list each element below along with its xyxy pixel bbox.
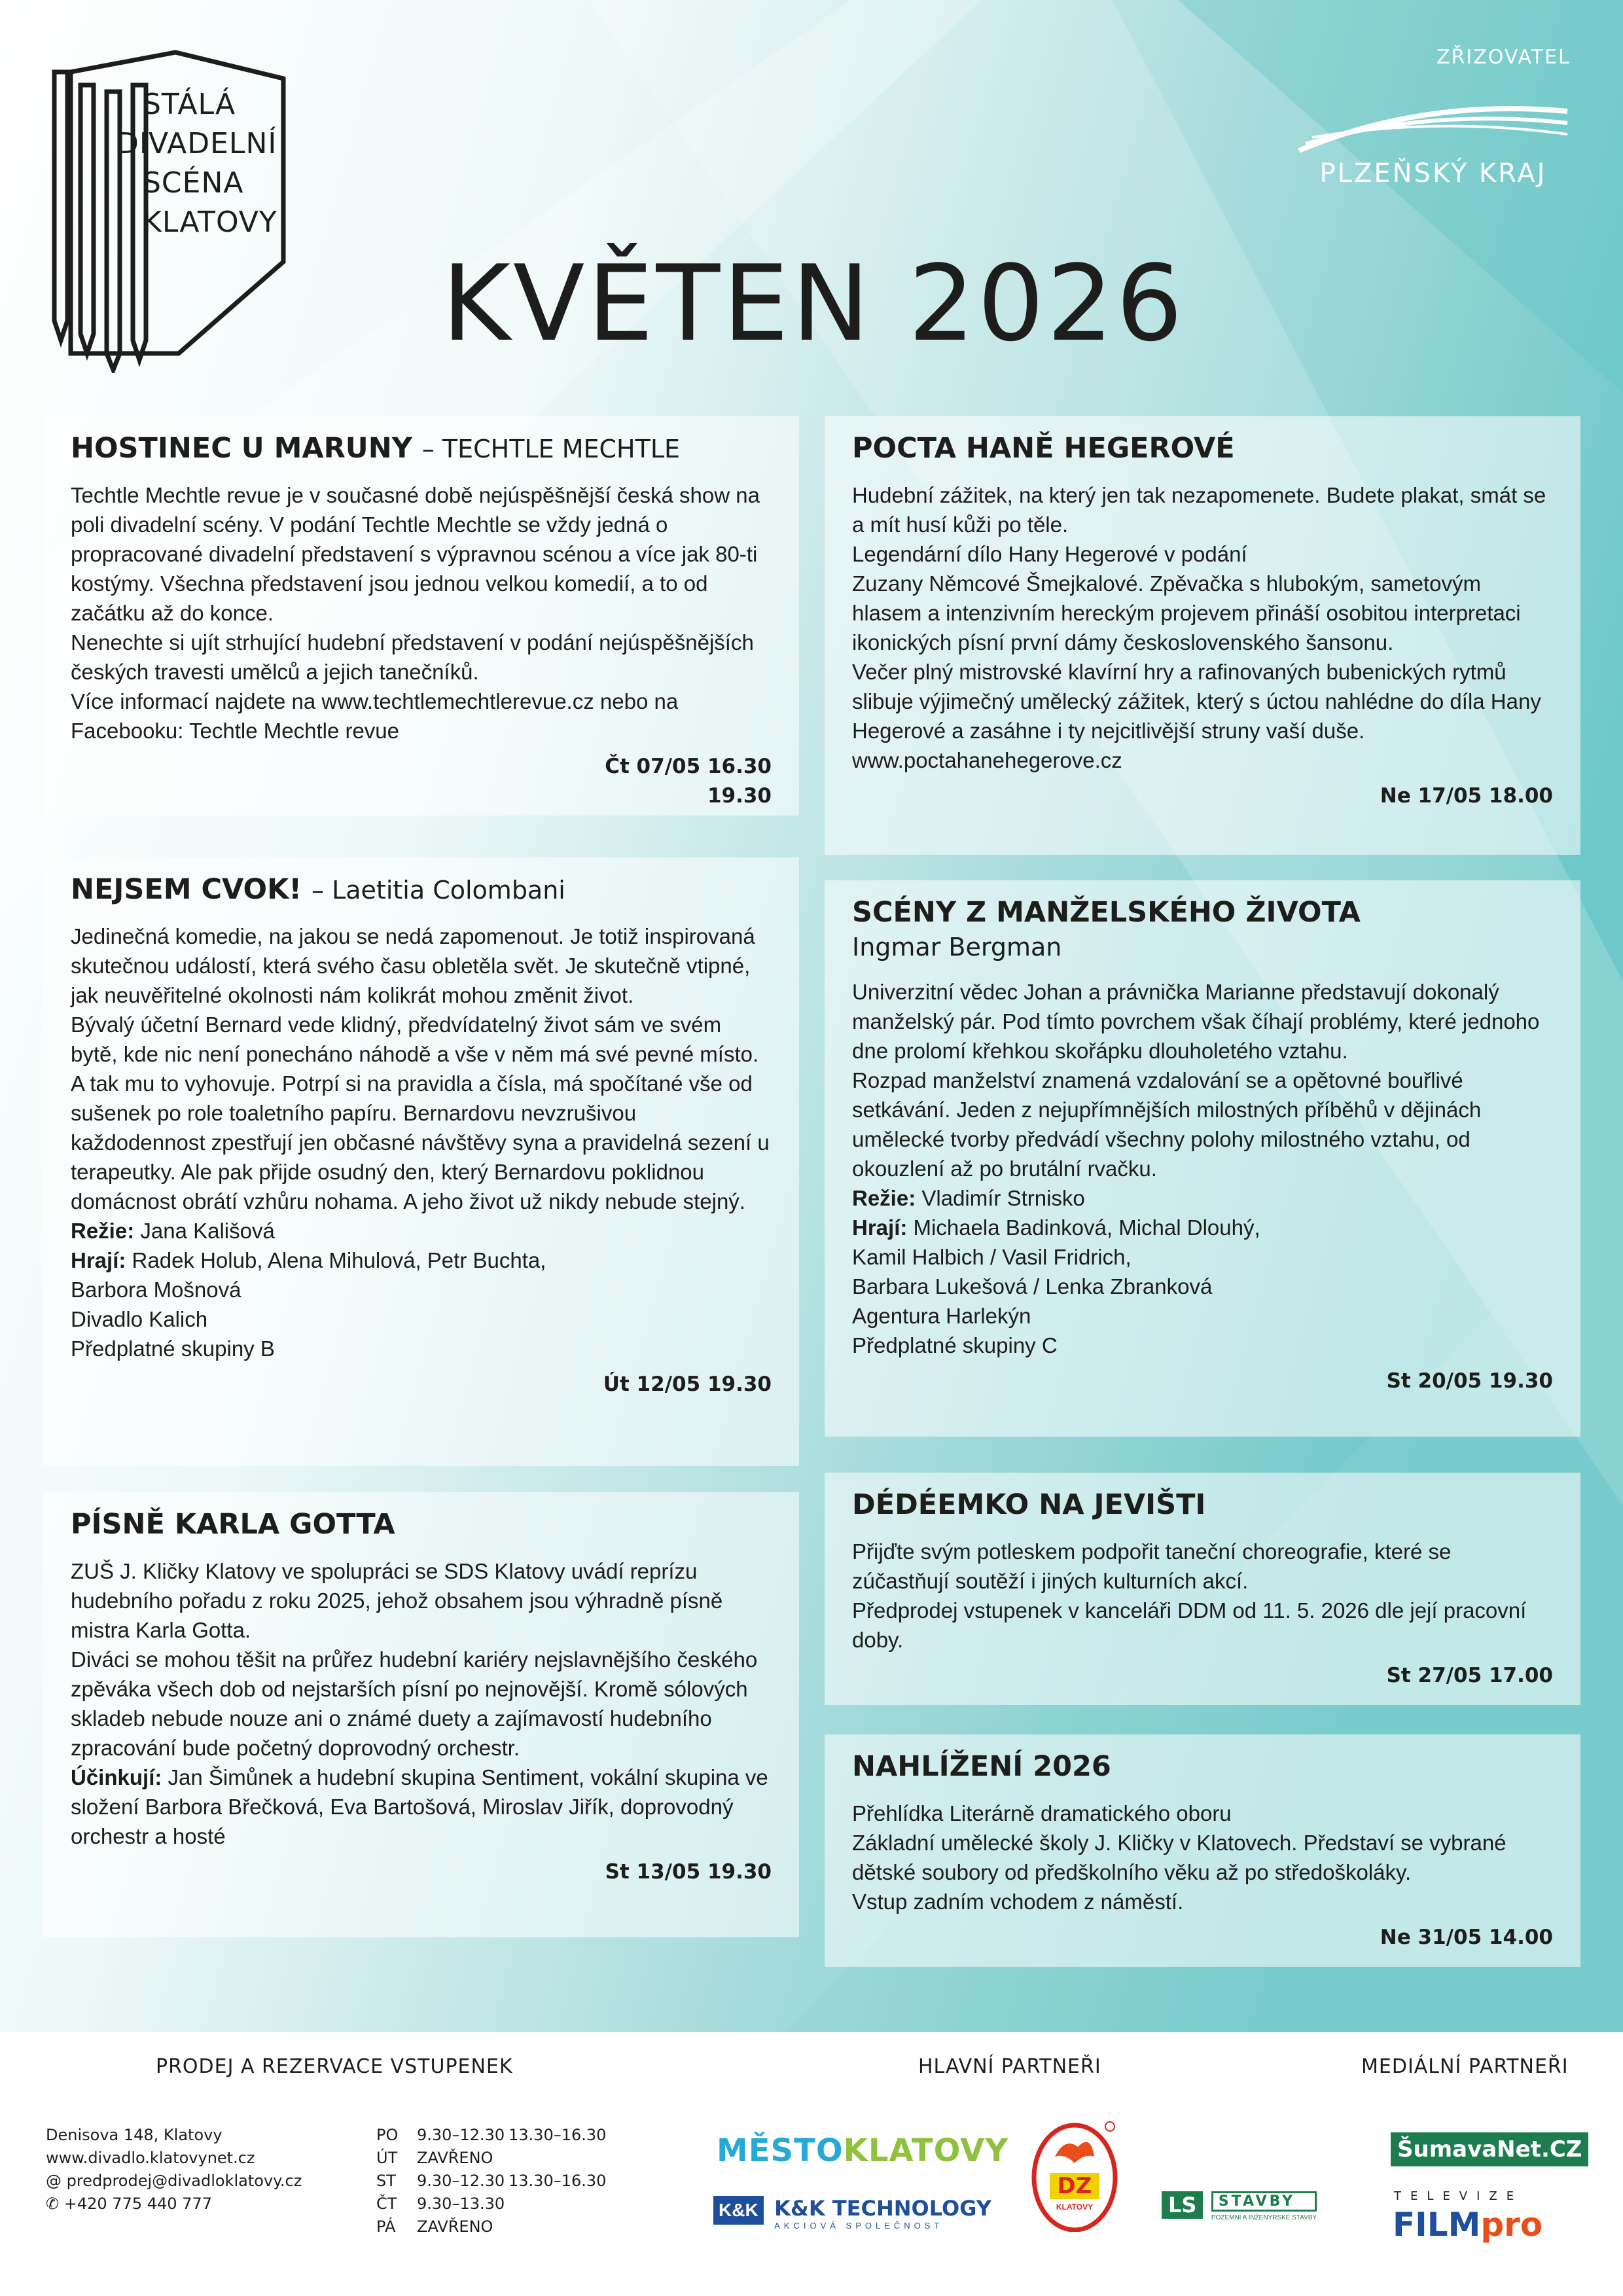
event-description: Univerzitní vědec Johan a právnička Marianne představují dokonalý manželský pár. Pod tímto povrchem však číhají problémy, které jednoho dne prolomí křehkou skořápku dlouholetého vztahu. Rozpad manželství znamená vzdalování se a opětovné bouřlivé setkávání. Jeden z nejupřímnějších milostných příběhů v dějinách umělecké tvorby předvádí všechny polohy milostného vztahu, od okouzlení až po brutální rvačku. Režie: Vladimír Strnisko Hrají: Michaela Badinková, Michal Dlouhý, Kamil Halbich / Vasil Fridrich, Barbara Lukešová / Lenka Zbranková Agentura Harlekýn Předplatné skupiny C <box>852 977 1553 1360</box>
media-televize-label: TELEVIZE <box>1394 2189 1524 2203</box>
logo-line-1: STÁLÁ <box>143 88 236 121</box>
event-date: Čt 07/05 16.30 19.30 <box>605 755 772 808</box>
event-subtitle: – Laetitia Colombani <box>312 876 565 905</box>
event-title: HOSTINEC U MARUNY – TECHTLE MECHTLE <box>71 432 681 465</box>
media-heading: MEDIÁLNÍ PARTNEŘI <box>1361 2055 1569 2078</box>
hours-row: ST 9.30–12.30 13.30–16.30 <box>376 2172 607 2190</box>
address: Denisova 148, Klatovy <box>46 2126 223 2144</box>
website-link[interactable]: www.divadlo.klatovynet.cz <box>46 2149 255 2167</box>
event-title: SCÉNY Z MANŽELSKÉHO ŽIVOTA <box>852 896 1361 929</box>
logo-wordmark <box>116 85 277 242</box>
credit-line: Režie: Jana Kališová <box>71 1219 275 1243</box>
event-card <box>43 857 799 1466</box>
event-title: NAHLÍŽENÍ 2026 <box>852 1750 1111 1783</box>
founder-name: PLZEŇSKÝ KRAJ <box>1319 158 1547 188</box>
event-date: St 27/05 17.00 <box>1386 1664 1553 1687</box>
event-description: ZUŠ J. Kličky Klatovy ve spolupráci se SDS Klatovy uvádí reprízu hudebního pořadu z roku 2025, jehož obsahem jsou výhradně písně mistra Karla Gotta. Diváci se mohou těšit na průřez hudební kariéry nejslavnějšího českého zpěváka všech dob od nejstarších písní po nejnovější. Kromě sólových skladeb nebude nouze ani o známé duety a zajímavostí hudebního zpracování bude početný doprovodný orchestr. Účinkují: Jan Šimůnek a hudební skupina Sentiment, vokální skupina ve složení Barbora Břečková, Eva Bartošová, Miroslav Jiřík, doprovodný orchestr a hosté <box>71 1556 772 1851</box>
event-date: Ne 17/05 18.00 <box>1380 784 1553 808</box>
partner-kk-logo: K&K K&K TECHNOLOGY AKCIOVÁ SPOLEČNOST <box>713 2196 991 2231</box>
credit-line: Režie: Vladimír Strnisko <box>852 1186 1085 1210</box>
hours-row: ČT 9.30–13.30 <box>376 2195 505 2213</box>
opening-hours <box>376 2124 606 2238</box>
event-date: Út 12/05 19.30 <box>603 1372 772 1396</box>
event-card <box>825 1734 1580 1967</box>
logo-line-2: DIVADELNÍ <box>116 127 277 160</box>
hours-row: ÚT ZAVŘENO <box>376 2149 493 2167</box>
phone-line[interactable]: ✆ +420 775 440 777 <box>46 2195 212 2213</box>
event-title: DÉDÉEMKO NA JEVIŠTI <box>852 1488 1206 1521</box>
event-card <box>825 1473 1580 1705</box>
event-description: Přijďte svým potleskem podpořit taneční choreografie, které se zúčastňují soutěží i jiných kulturních akcí. Předprodej vstupenek v kanceláři DDM od 11. 5. 2026 dle její pracovní doby. <box>852 1539 1527 1652</box>
partners-heading: HLAVNÍ PARTNEŘI <box>918 2055 1101 2078</box>
event-card <box>43 1492 799 1937</box>
logo-line-3: SCÉNA <box>143 166 244 200</box>
hours-row: PO 9.30–12.30 13.30–16.30 <box>376 2126 607 2144</box>
partner-dz-logo: DZ KLATOVY <box>1029 2117 1120 2232</box>
partner-mesto-klatovy-logo: MĚSTOKLATOVY <box>717 2132 1009 2169</box>
founder-logo <box>1293 98 1574 196</box>
credit-line: Hrají: Michaela Badinková, Michal Dlouhý, <box>852 1215 1260 1240</box>
at-icon: @ <box>46 2172 62 2190</box>
page-title: KVĚTEN 2026 <box>442 242 1186 365</box>
email-line[interactable]: @ predprodej@divadloklatovy.cz <box>46 2172 302 2190</box>
media-sumavanet-logo: ŠumavaNet.CZ <box>1391 2132 1588 2166</box>
event-description: Přehlídka Literárně dramatického oboru Základní umělecké školy J. Kličky v Klatovech. Představí se vybrané dětské soubory od předškolního věku až po středoškoláky. Vstup zadním vchodem z náměstí. <box>852 1801 1507 1914</box>
tickets-heading: PRODEJ A REZERVACE VSTUPENEK <box>156 2055 513 2078</box>
hours-row: PÁ ZAVŘENO <box>376 2217 493 2236</box>
event-subtitle: Ingmar Bergman <box>852 933 1062 961</box>
event-title: NEJSEM CVOK! – Laetitia Colombani <box>71 873 565 906</box>
credit-line: Účinkují: Jan Šimůnek a hudební skupina Sentiment, vokální skupina ve složení Barbora Břečková, Eva Bartošová, Miroslav Jiřík, doprovodný orchestr a hosté <box>71 1765 768 1848</box>
partner-ls-stavby-logo: LS STAVBY POZEMNÍ A INŽENÝRSKÉ STAVBY <box>1162 2191 1317 2221</box>
event-card <box>43 416 799 816</box>
event-description: Jedinečná komedie, na jakou se nedá zapomenout. Je totiž inspirovaná skutečnou událostí, která svého času obletěla svět. Je skutečně vtipné, jak neuvěřitelné okolnosti nám kolikrát mohou změnit život. Bývalý účetní Bernard vede klidný, předvídatelný život sám ve svém bytě, kde nic není ponecháno náhodě a vše v něm má své pevné místo. A tak mu to vyhovuje. Potrpí si na pravidla a čísla, má spočítané vše od sušenek po role toaletního papíru. Bernardovu nevzrušivou každodennost zpestřují jen občasné návštěvy syna a pravidelná sezení u terapeutky. Ale pak přijde osudný den, který Bernardovu poklidnou domácnost obrátí vzhůru nohama. A jeho život už nikdy nebude stejný. Režie: Jana Kališová Hrají: Radek Holub, Alena Mihulová, Petr Buchta, Barbora Mošnová Divadlo Kalich Předplatné skupiny B <box>71 922 772 1363</box>
credit-line: Hrají: Radek Holub, Alena Mihulová, Petr Buchta, <box>71 1248 546 1272</box>
event-date: Ne 31/05 14.00 <box>1380 1926 1553 1949</box>
event-description: Hudební zážitek, na který jen tak nezapomenete. Budete plakat, smát se a mít husí kůži po těle. Legendární dílo Hany Hegerové v podání Zuzany Němcové Šmejkalové. Zpěvačka s hlubokým, sametovým hlasem a intenzivním hereckým projevem přináší osobitou interpretaci ikonických písní první dámy československého šansonu. Večer plný mistrovské klavírní hry a rafinovaných bubenických rytmů slibuje výjimečný umělecký zážitek, který s úctou nahlédne do díla Hany Hegerové a zasáhne i ty nejcitlivější struny vaší duše. www.poctahanehegerove.cz <box>852 483 1546 772</box>
event-date: St 20/05 19.30 <box>1386 1369 1553 1393</box>
event-title: POCTA HANĚ HEGEROVÉ <box>852 432 1235 465</box>
founder-label: ZŘIZOVATEL <box>1436 46 1571 69</box>
event-date: St 13/05 19.30 <box>605 1860 772 1884</box>
event-subtitle: – TECHTLE MECHTLE <box>421 435 681 463</box>
logo-line-4: KLATOVY <box>143 206 277 239</box>
phone-icon: ✆ <box>46 2195 60 2213</box>
event-description: Techtle Mechtle revue je v současné době nejúspěšnější česká show na poli divadelní scény. V podání Techtle Mechtle se vždy jedná o propracované divadelní představení s výpravnou scénou a více jak 80-ti kostýmy. Všechna představení jsou jednou velkou komedií, a to od začátku až do konce. Nenechte si ujít strhující hudební představení v podání nejúspěšnějších českých travesti umělců a jejich tanečníků. Více informací najdete na www.techtlemechtlerevue.cz nebo na Facebooku: Techtle Mechtle revue <box>71 483 760 743</box>
contact-block <box>46 2124 302 2215</box>
event-card <box>825 416 1580 855</box>
theatre-logo <box>45 46 306 373</box>
media-filmpro-logo: FILMpro <box>1393 2206 1543 2244</box>
event-card <box>825 880 1580 1437</box>
arc-swoosh-icon <box>1293 98 1574 157</box>
event-title: PÍSNĚ KARLA GOTTA <box>71 1508 395 1541</box>
